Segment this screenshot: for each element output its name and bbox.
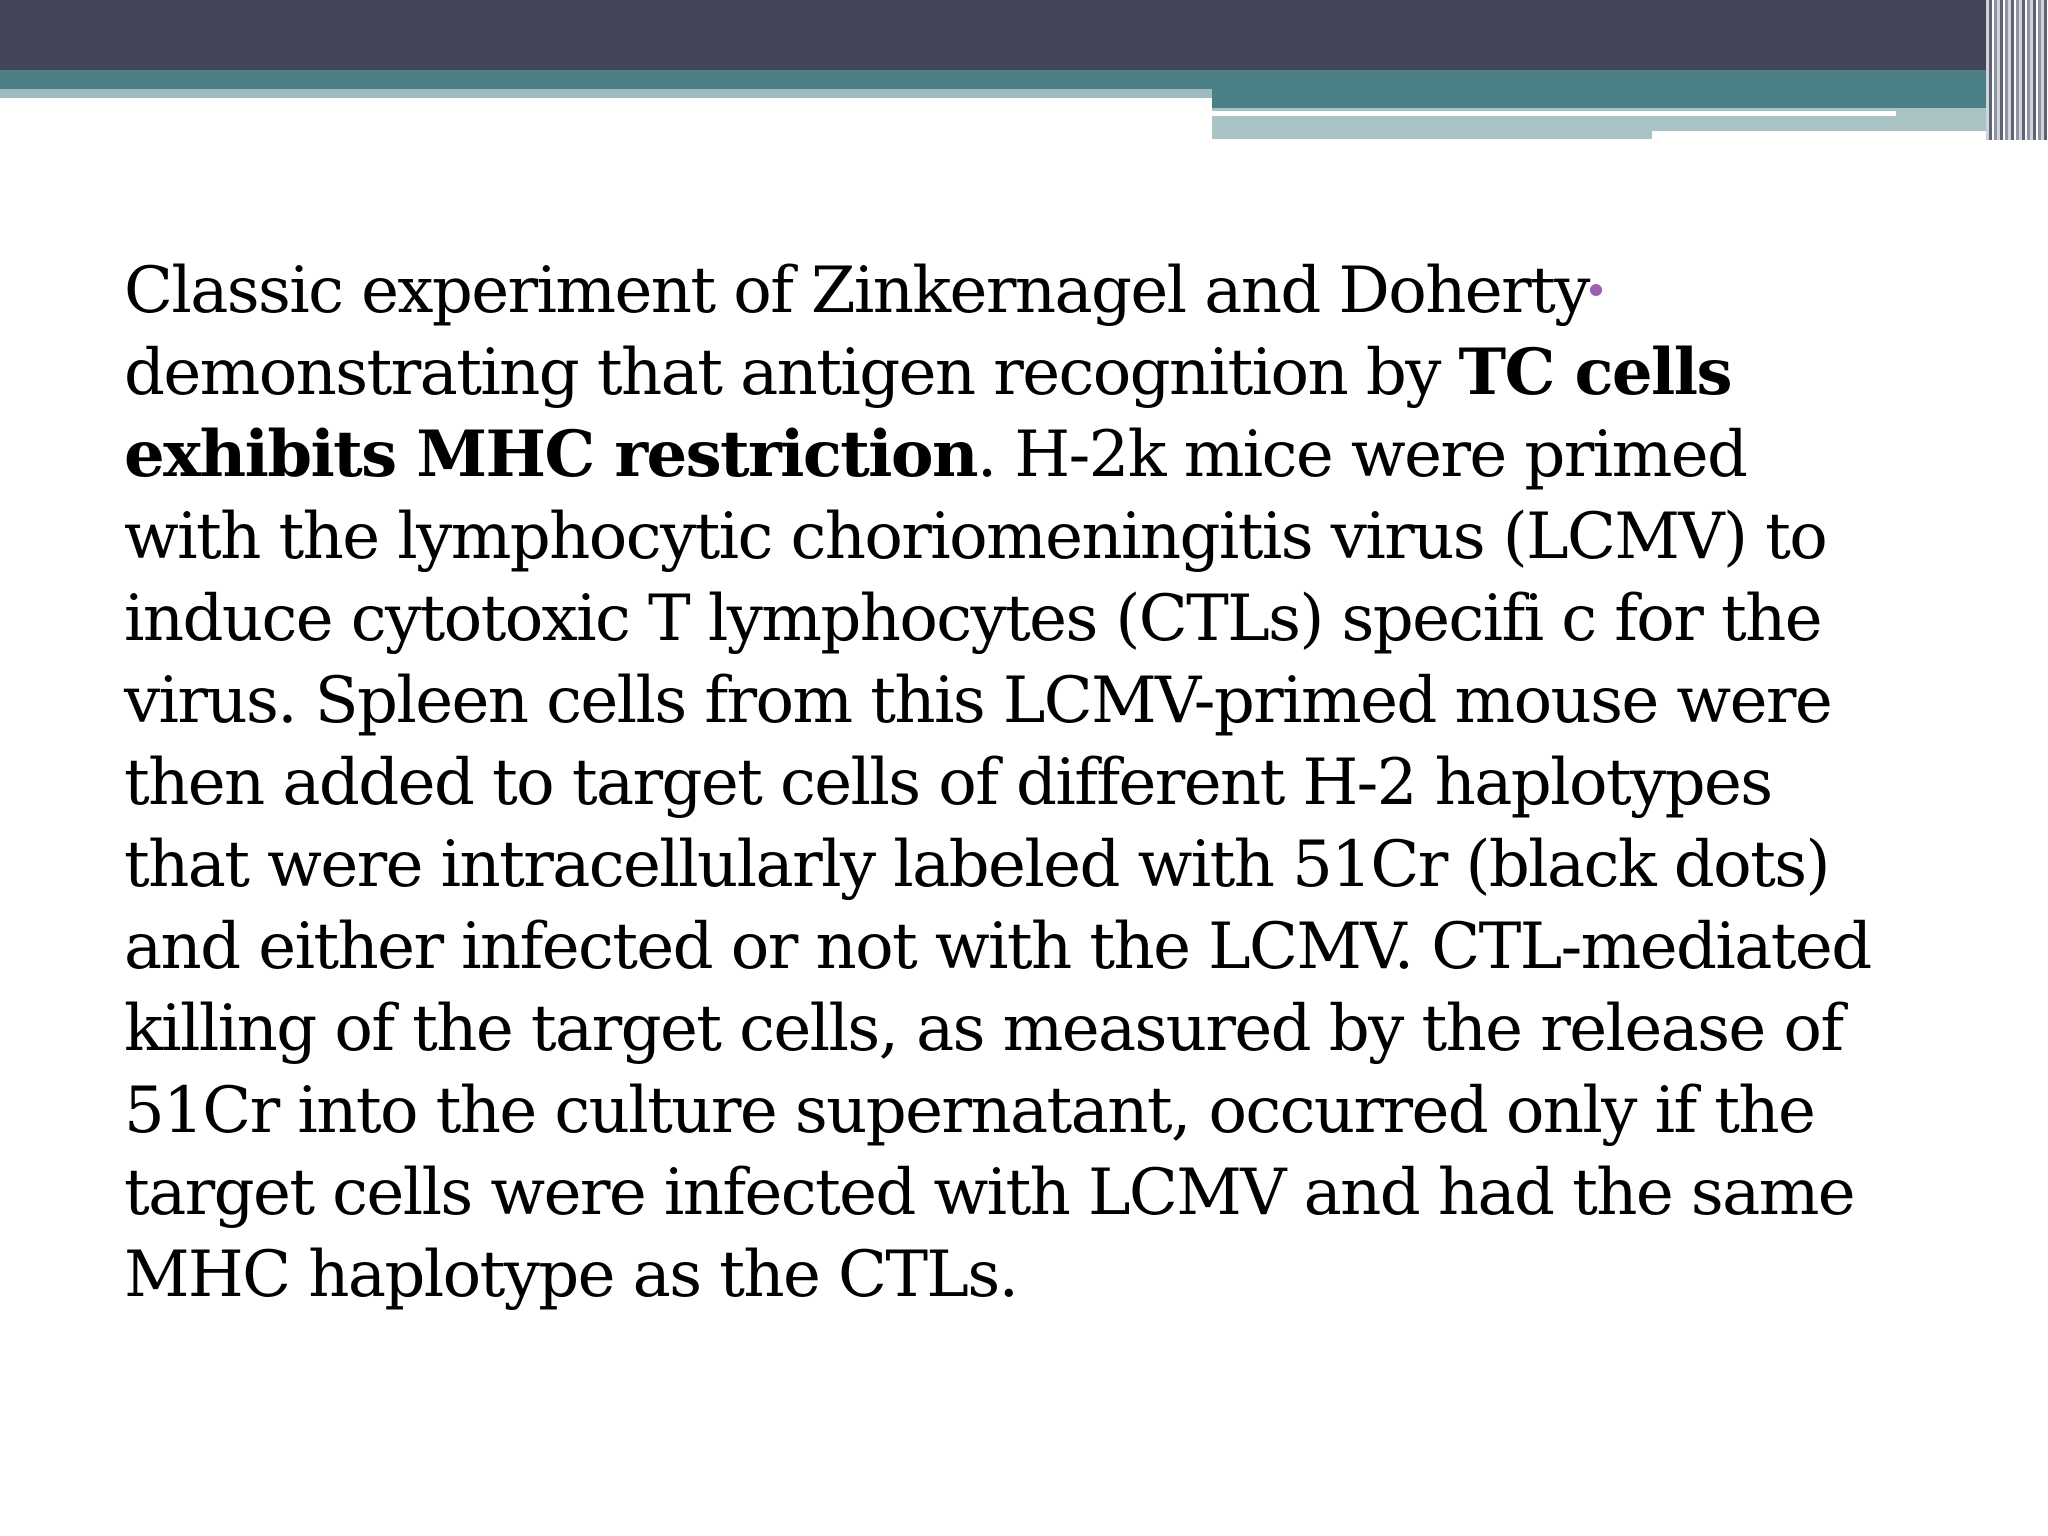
paragraph-line bbox=[124, 1070, 1924, 1152]
bold-text-segment: exhibits MHC restriction bbox=[124, 417, 977, 492]
paragraph-line bbox=[124, 414, 1924, 496]
text-segment: MHC haplotype as the CTLs. bbox=[124, 1238, 1018, 1312]
paragraph-line bbox=[124, 1152, 1924, 1234]
paragraph-line bbox=[124, 906, 1924, 988]
text-segment: Classic experiment of Zinkernagel and Doherty bbox=[124, 254, 1589, 328]
header-stripes-decoration bbox=[1986, 0, 2048, 140]
text-segment: virus. Spleen cells from this LCMV-primed mouse were bbox=[124, 664, 1832, 738]
paragraph-line bbox=[124, 824, 1924, 906]
paragraph-line bbox=[124, 1234, 1924, 1316]
header-dark-band bbox=[0, 0, 2048, 70]
text-segment: killing of the target cells, as measured by the release of bbox=[124, 992, 1843, 1066]
paragraph-line bbox=[124, 578, 1924, 660]
header-teal-band-left bbox=[0, 70, 1212, 89]
text-segment: target cells were infected with LCMV and had the same bbox=[124, 1156, 1855, 1230]
text-segment: 51Cr into the culture supernatant, occurred only if the bbox=[124, 1074, 1815, 1148]
paragraph-line bbox=[124, 332, 1924, 414]
text-segment: demonstrating that antigen recognition by bbox=[124, 336, 1459, 410]
header-white-rule-2 bbox=[1652, 131, 2010, 136]
paragraph-line bbox=[124, 496, 1924, 578]
text-segment: . H-2k mice were primed bbox=[976, 418, 1747, 492]
text-segment: then added to target cells of different H-2 haplotypes bbox=[124, 746, 1772, 820]
text-segment: induce cytotoxic T lymphocytes (CTLs) specifi c for the bbox=[124, 582, 1821, 656]
paragraph-line bbox=[124, 988, 1924, 1070]
slide-body-paragraph bbox=[124, 250, 1924, 1316]
header-pale-line-left bbox=[0, 89, 1212, 98]
text-segment: with the lymphocytic choriomeningitis virus (LCMV) to bbox=[124, 500, 1827, 574]
header-pale-underline bbox=[1212, 136, 1652, 139]
paragraph-line bbox=[124, 660, 1924, 742]
text-segment: that were intracellularly labeled with 51Cr (black dots) bbox=[124, 828, 1829, 902]
text-segment: and either infected or not with the LCMV. CTL-mediated bbox=[124, 910, 1871, 984]
header-white-rule-1 bbox=[1212, 111, 1896, 116]
paragraph-line bbox=[124, 250, 1924, 332]
paragraph-line bbox=[124, 742, 1924, 824]
header-teal-band-right bbox=[1212, 70, 2010, 108]
bold-text-segment: TC cells bbox=[1458, 335, 1731, 410]
